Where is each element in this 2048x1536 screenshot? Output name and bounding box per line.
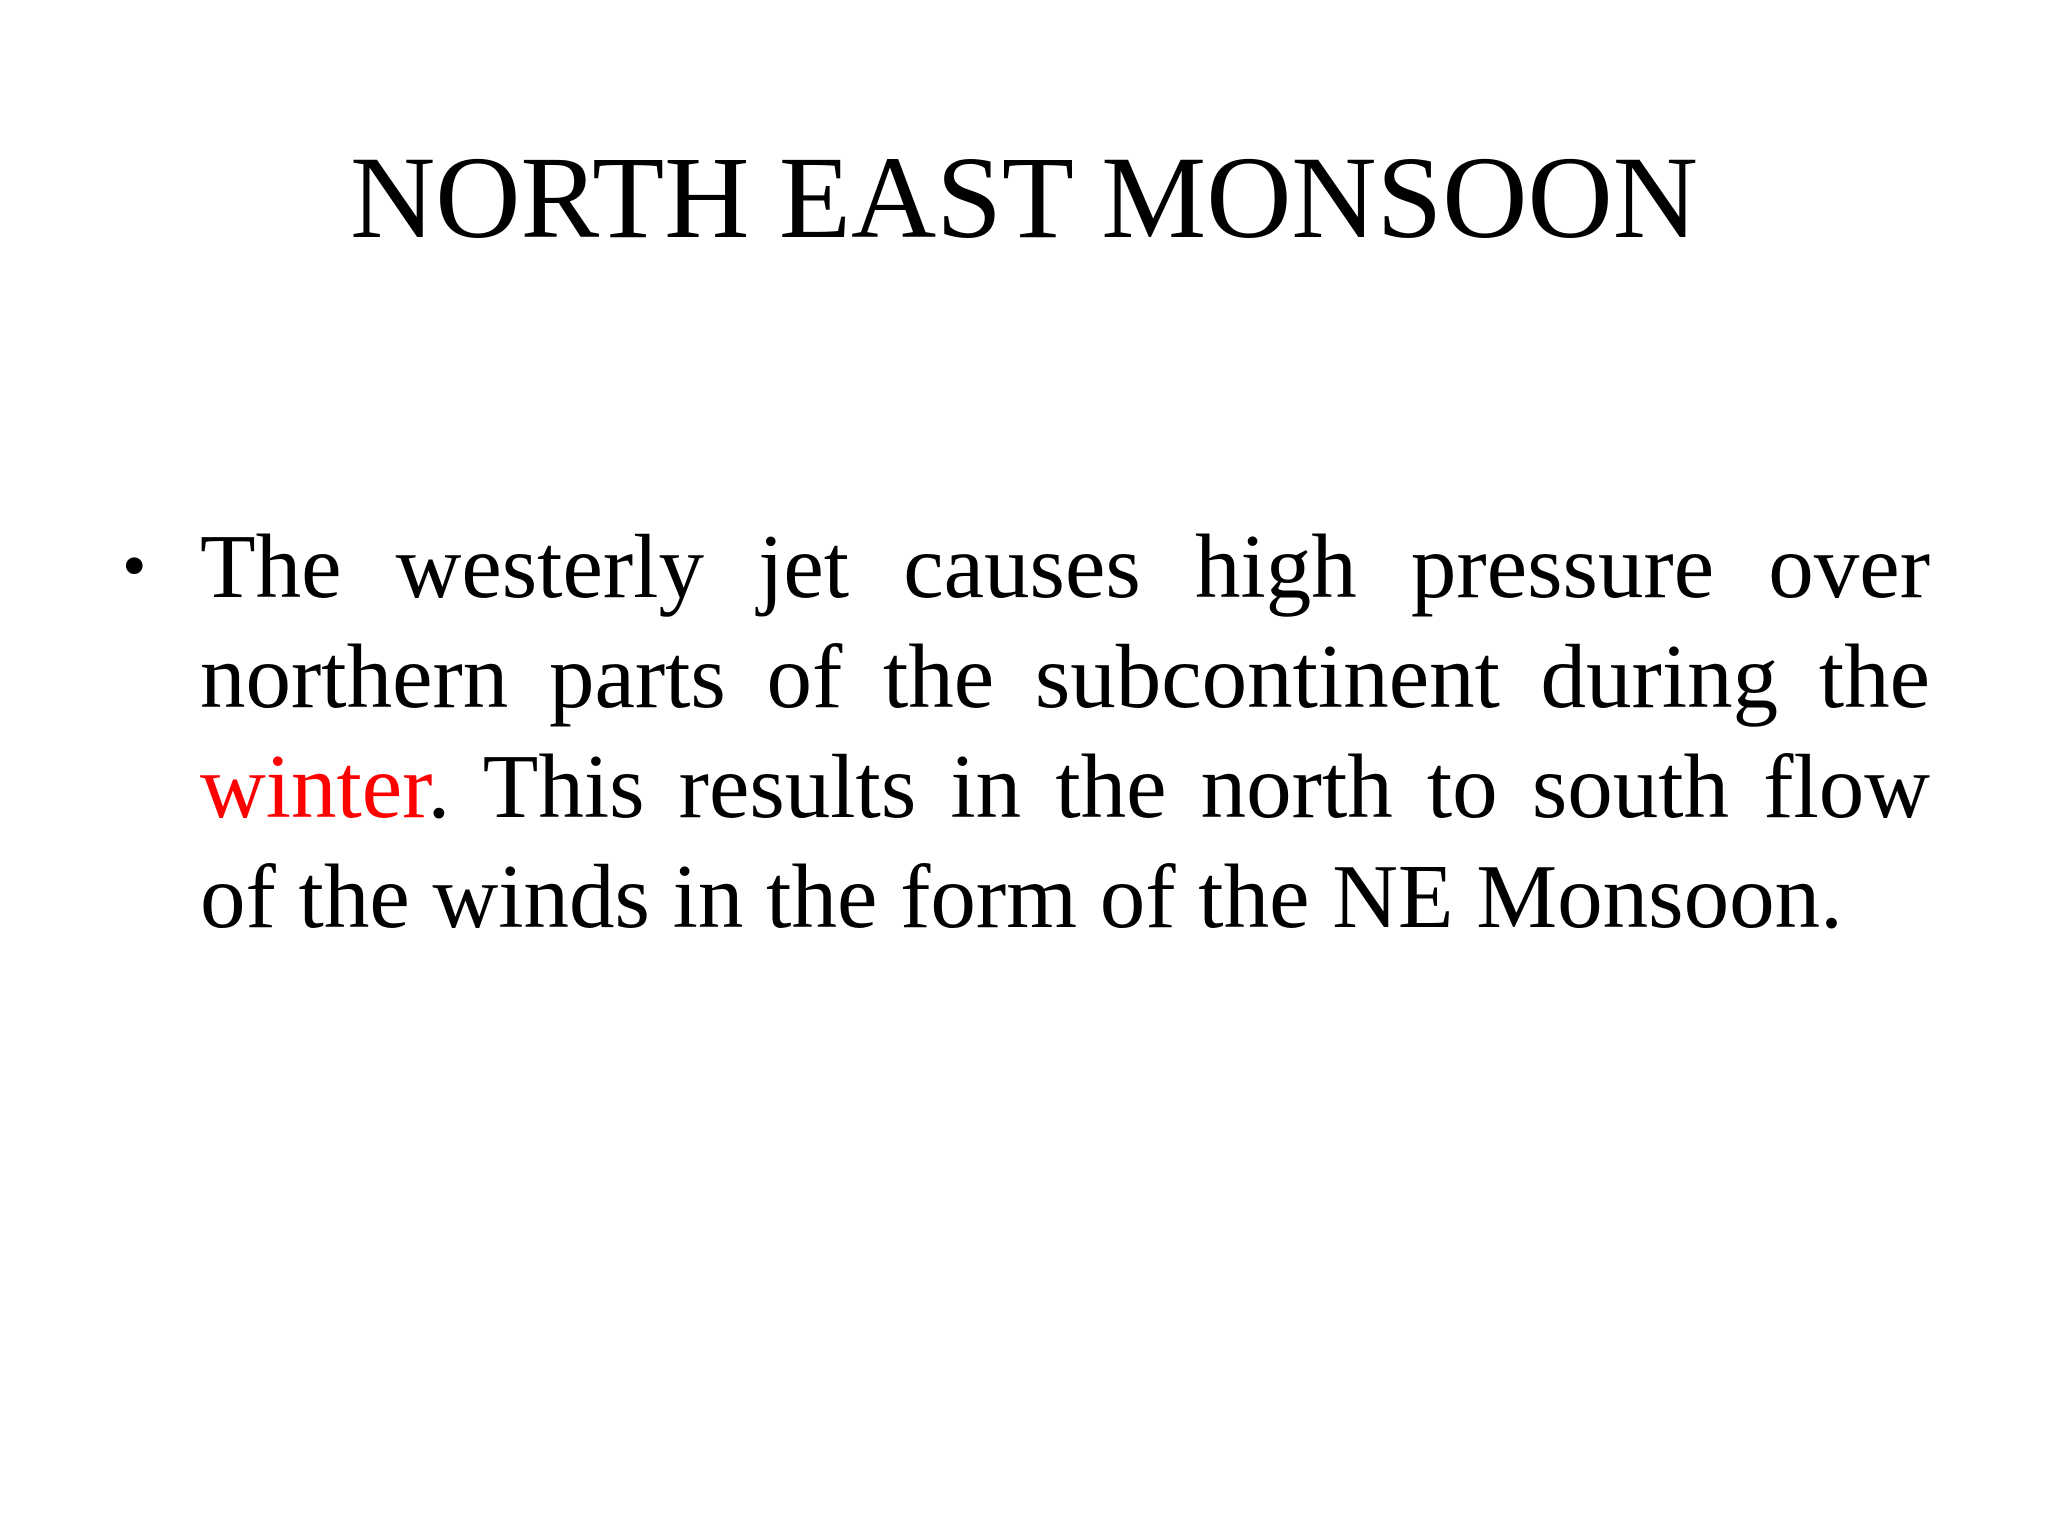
bullet-list [122,512,1930,952]
bullet-item [122,512,1930,952]
highlighted-word: winter [200,736,428,837]
slide-title: NORTH EAST MONSOON [350,132,1698,263]
bullet-marker: • [122,528,147,605]
bullet-text-after: . This results in the north to south flow of the winds in the form of the NE Monsoon. [200,736,1930,947]
bullet-text-before: The westerly jet causes high pressure over northern parts of the subcontinent during the [200,516,1930,727]
